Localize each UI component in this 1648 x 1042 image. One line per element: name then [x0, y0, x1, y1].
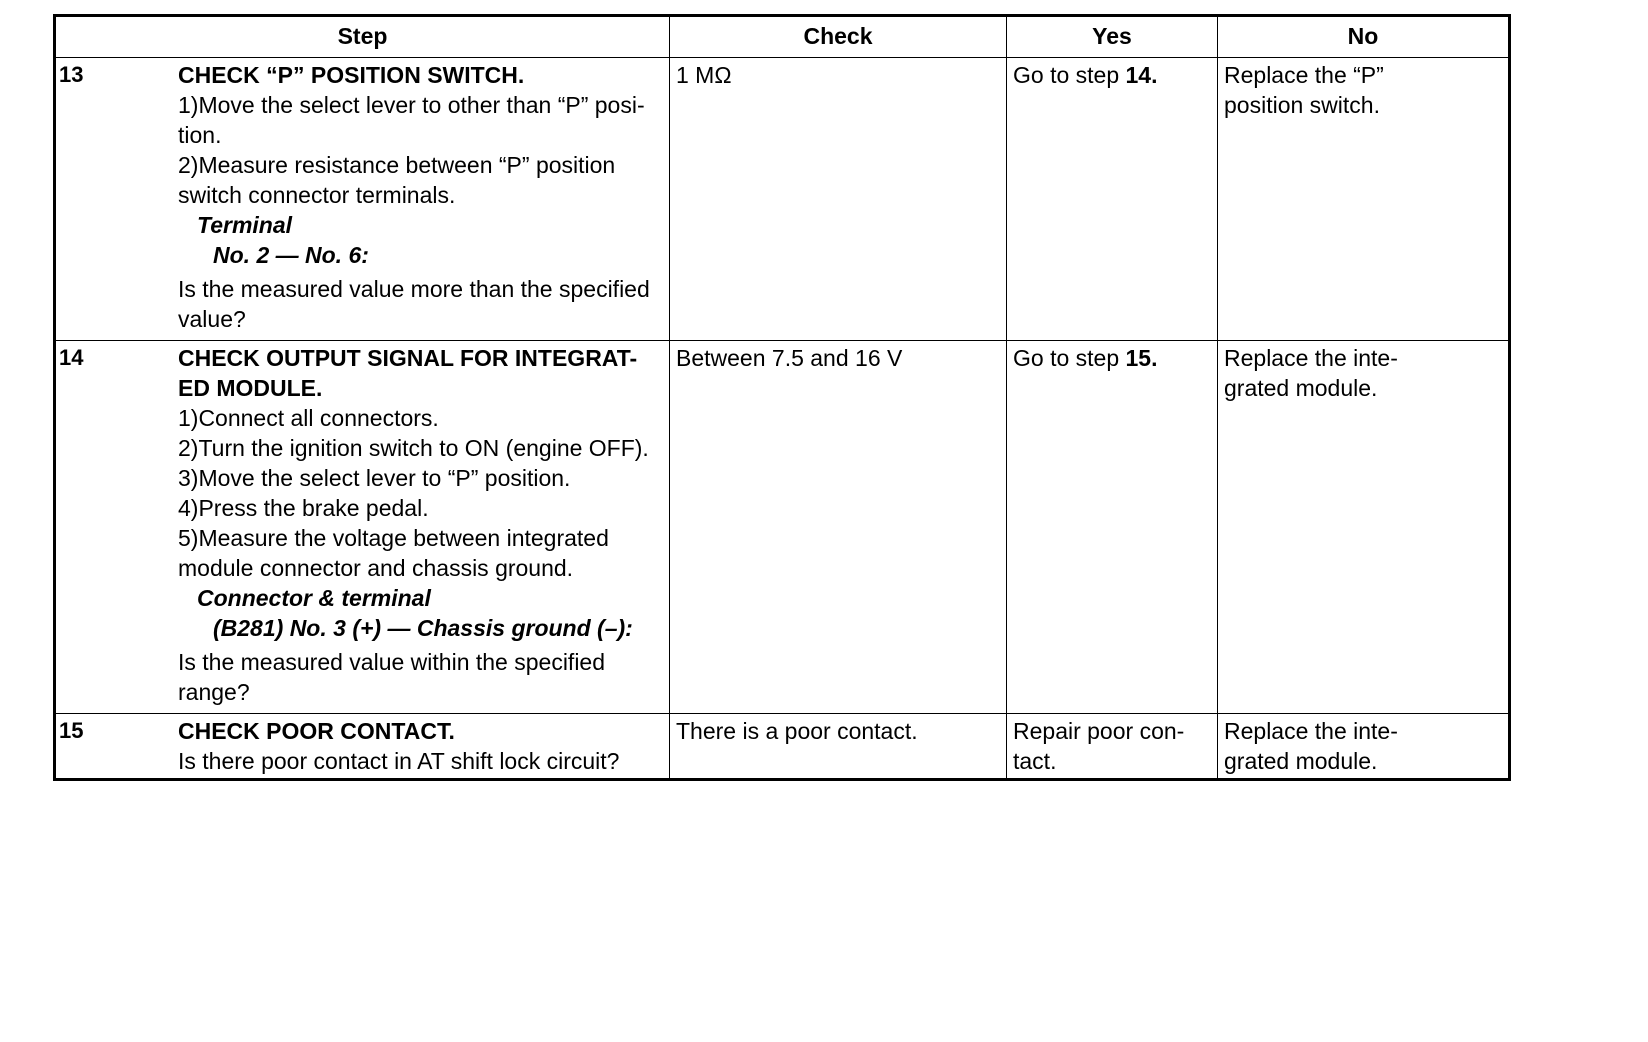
step-question: Is there poor contact in AT shift lock circuit?	[178, 748, 620, 774]
check-cell	[670, 714, 1007, 780]
table-row-step-15	[55, 714, 1510, 780]
header-yes: Yes	[1007, 16, 1218, 58]
header-check: Check	[670, 16, 1007, 58]
step-number: 13	[59, 62, 84, 87]
spec-label: Connector & terminal	[197, 585, 431, 611]
yes-prefix: Go to step	[1013, 62, 1126, 88]
header-step: Step	[55, 16, 670, 58]
yes-action	[1007, 341, 1217, 373]
step-instruction: 5)Measure the voltage between integrated	[178, 525, 609, 551]
no-cell	[1218, 714, 1510, 780]
step-cell	[55, 341, 670, 714]
header-no: No	[1218, 16, 1510, 58]
step-instruction: 1)Connect all connectors.	[178, 405, 439, 431]
header-row	[55, 16, 1510, 58]
step-cell	[55, 58, 670, 341]
step-instruction: switch connector terminals.	[178, 182, 456, 208]
step-question: range?	[178, 679, 250, 705]
no-action: grated module.	[1224, 375, 1378, 401]
no-cell	[1218, 341, 1510, 714]
step-title: ED MODULE.	[178, 375, 323, 401]
spec-label: Terminal	[197, 212, 293, 238]
step-question: value?	[178, 306, 246, 332]
step-question: Is the measured value within the specified	[178, 649, 606, 675]
step-question: Is the measured value more than the specified	[178, 276, 650, 302]
check-value: Between 7.5 and 16 V	[676, 345, 903, 371]
step-instruction: 2)Turn the ignition switch to ON (engine OFF).	[178, 435, 649, 461]
yes-step-ref: 15.	[1125, 345, 1158, 371]
yes-step-ref: 14.	[1125, 62, 1158, 88]
yes-cell	[1007, 714, 1218, 780]
step-number: 14	[59, 345, 84, 370]
step-number: 15	[59, 718, 84, 743]
diagnostic-table	[53, 14, 1511, 781]
step-instruction: module connector and chassis ground.	[178, 555, 574, 581]
step-title: CHECK POOR CONTACT.	[178, 718, 455, 744]
no-cell	[1218, 58, 1510, 341]
yes-cell	[1007, 341, 1218, 714]
yes-action: tact.	[1013, 748, 1057, 774]
check-value: There is a poor contact.	[676, 718, 918, 744]
step-instruction: 2)Measure resistance between “P” position	[178, 152, 616, 178]
step-title: CHECK OUTPUT SIGNAL FOR INTEGRAT-	[178, 345, 638, 371]
check-cell	[670, 58, 1007, 341]
step-instruction: 1)Move the select lever to other than “P” posi-	[178, 92, 645, 118]
step-cell	[55, 714, 670, 780]
spec-value: No. 2 — No. 6:	[213, 242, 369, 268]
check-value: 1 MΩ	[676, 62, 732, 88]
yes-prefix: Go to step	[1013, 345, 1126, 371]
step-instruction: tion.	[178, 122, 222, 148]
yes-cell	[1007, 58, 1218, 341]
no-action: Replace the inte-	[1224, 718, 1398, 744]
step-instruction: 4)Press the brake pedal.	[178, 495, 429, 521]
no-action: Replace the “P”	[1224, 62, 1384, 88]
yes-action	[1007, 58, 1217, 90]
table-row-step-14	[55, 341, 1510, 714]
no-action: grated module.	[1224, 748, 1378, 774]
step-instruction: 3)Move the select lever to “P” position.	[178, 465, 571, 491]
no-action: Replace the inte-	[1224, 345, 1398, 371]
table-row-step-13	[55, 58, 1510, 341]
step-title: CHECK “P” POSITION SWITCH.	[178, 62, 525, 88]
no-action: position switch.	[1224, 92, 1380, 118]
check-cell	[670, 341, 1007, 714]
yes-action: Repair poor con-	[1013, 718, 1185, 744]
spec-value: (B281) No. 3 (+) — Chassis ground (–):	[213, 615, 633, 641]
